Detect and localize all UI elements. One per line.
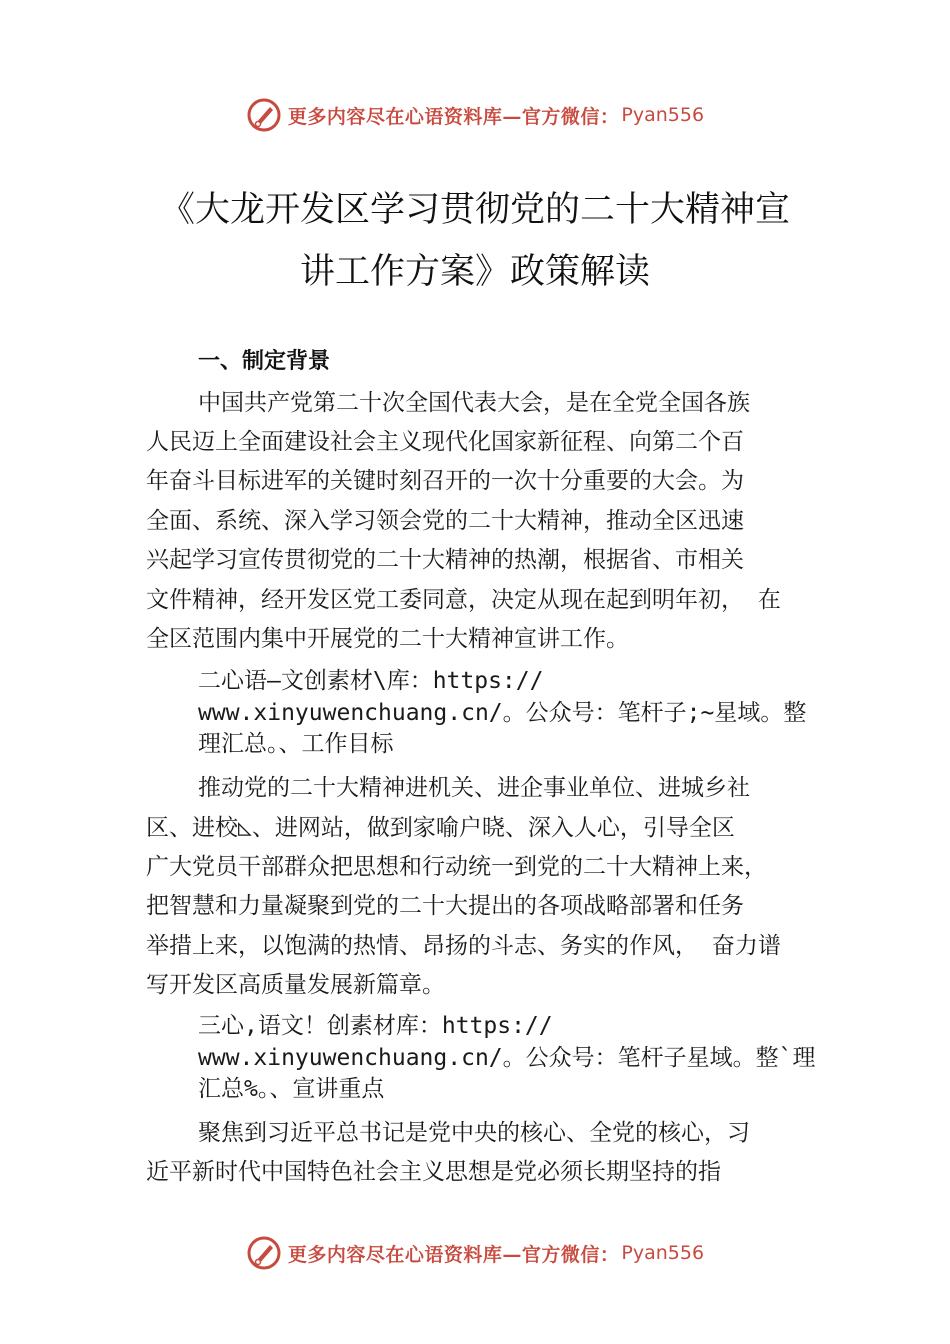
paragraph-line: 兴起学习宣传贯彻党的二十大精神的热潮，根据省、市相关 [146, 547, 744, 573]
banner-text: 更多内容尽在心语资料库—官方微信： [287, 105, 620, 128]
watermark-line: 汇总%。、宣讲重点 [198, 1076, 385, 1102]
paragraph-line: 举措上来，以饱满的热情、昂扬的斗志、务实的作风， 奋力谱 [146, 933, 781, 959]
banner-text: 更多内容尽在心语资料库—官方微信： [287, 1243, 620, 1266]
banner-handle: Pyan556 [621, 1242, 705, 1264]
paragraph-line: 区、进校◺、进网站，做到家喻户晓、深入人心，引导全区 [146, 815, 735, 841]
paragraph-line: 中国共产党第二十次全国代表大会，是在全党全国各族 [198, 390, 750, 416]
paragraph-line: 人民迈上全面建设社会主义现代化国家新征程、向第二个百 [146, 429, 744, 455]
header-banner [0, 95, 950, 135]
paragraph-line: 写开发区高质量发展新篇章。 [146, 972, 445, 998]
paragraph-line: 全面、系统、深入学习领会党的二十大精神，推动全区迅速 [146, 508, 744, 534]
brand-logo-icon [246, 97, 282, 133]
footer-banner [0, 1233, 950, 1273]
paragraph-line: 全区范围内集中开展党的二十大精神宣讲工作。 [146, 626, 629, 652]
watermark-line: 二心语—文创素材\库：https:// [198, 668, 544, 694]
paragraph-line: 推动党的二十大精神进机关、进企事业单位、进城乡社 [198, 775, 750, 801]
paragraph-line: 年奋斗目标进军的关键时刻召开的一次十分重要的大会。为 [146, 468, 744, 494]
watermark-line: www.xinyuwenchuang.cn/。公众号：笔杆子星域。整`理 [198, 1045, 816, 1071]
paragraph-line: 聚焦到习近平总书记是党中央的核心、全党的核心，习 [198, 1120, 750, 1146]
paragraph-line: 广大党员干部群众把思想和行动统一到党的二十大精神上来， [146, 854, 767, 880]
watermark-line: 理汇总。、工作目标 [198, 731, 394, 757]
banner-handle: Pyan556 [621, 104, 705, 126]
section-heading-background: 一、制定背景 [198, 349, 331, 374]
paragraph-line: 近平新时代中国特色社会主义思想是党必须长期坚持的指 [146, 1159, 721, 1185]
paragraph-line: 把智慧和力量凝聚到党的二十大提出的各项战略部署和任务 [146, 893, 744, 919]
brand-logo-icon [246, 1235, 282, 1271]
watermark-line: 三心,语文！创素材库：https:// [198, 1013, 553, 1039]
document-title-line-2: 讲工作方案》政策解读 [299, 252, 650, 292]
document-title-line-1: 《大龙开发区学习贯彻党的二十大精神宣 [159, 190, 790, 230]
watermark-line: www.xinyuwenchuang.cn/。公众号：笔杆子;~星域。整 [198, 700, 807, 726]
paragraph-line: 文件精神，经开发区党工委同意，决定从现在起到明年初， 在 [146, 587, 781, 613]
